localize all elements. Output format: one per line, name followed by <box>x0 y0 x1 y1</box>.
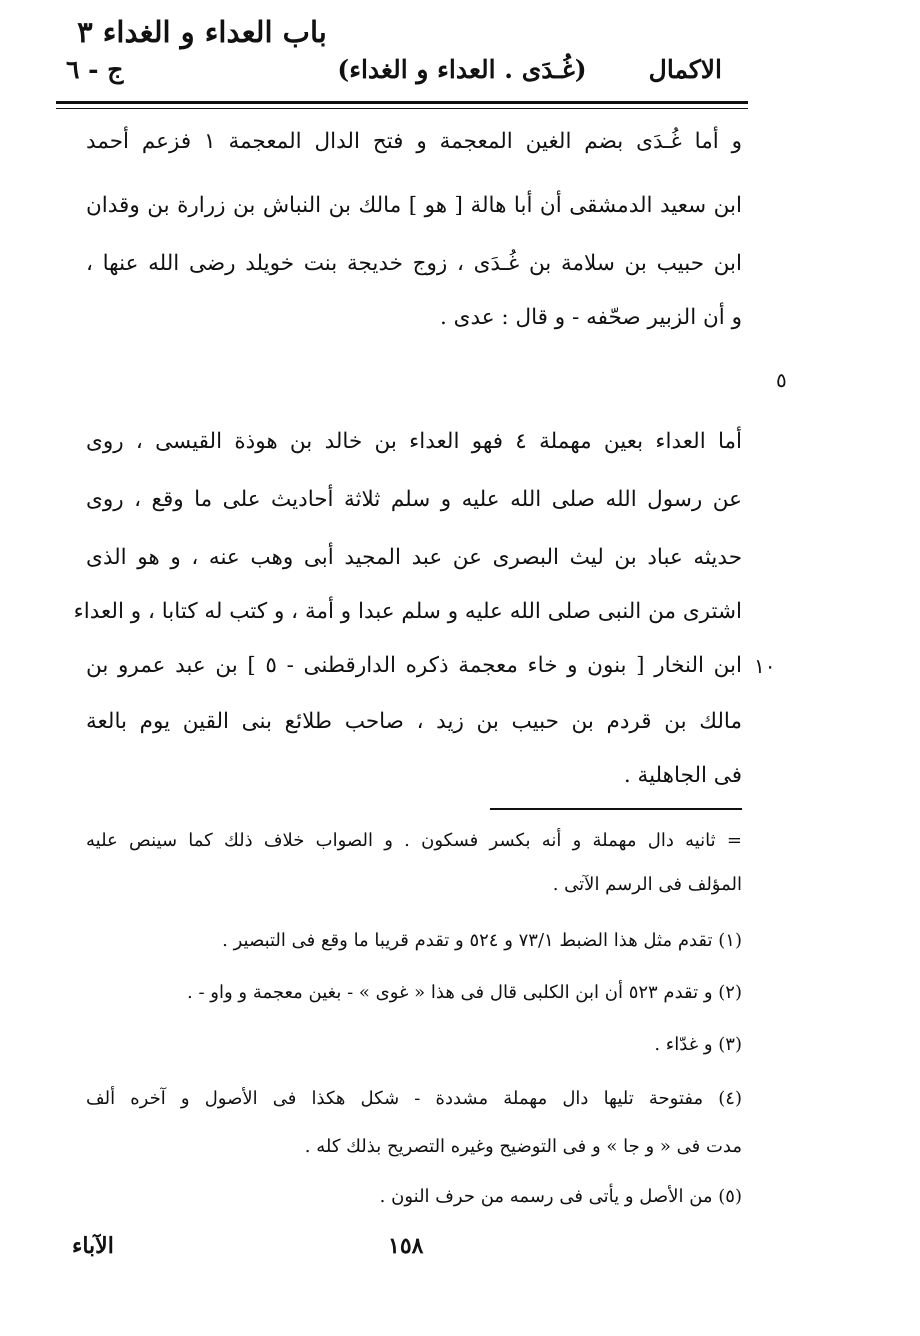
body-line: فى الجاهلية . <box>623 763 742 788</box>
body-line: اشترى من النبى صلى الله عليه و سلم عبدا و أمة ، و كتب له كتابا ، و العداء <box>73 599 742 624</box>
body-line: أما العداء بعين مهملة ٤ فهو العداء بن خالد بن هوذة القيسى ، روى <box>86 429 743 454</box>
footnote-line: (١) تقدم مثل هذا الضبط ٧٣/١ و ٥٢٤ و تقدم قريبا ما وقع فى التبصير . <box>222 930 742 951</box>
body-line: و أما غُـدَى بضم الغين المعجمة و فتح الدال المعجمة ١ فزعم أحمد <box>86 129 742 154</box>
footnote-line: (٢) و تقدم ٥٢٣ أن ابن الكلبى قال فى هذا « غوى » - بغين معجمة و واو - . <box>187 982 742 1003</box>
printer-signature: الآباء <box>72 1233 114 1259</box>
running-header-book-title: الاكمال <box>648 55 722 84</box>
page-number: ١٥٨ <box>388 1233 424 1259</box>
margin-line-number-5: ٥ <box>776 368 787 392</box>
footnote-line: (٤) مفتوحة تليها دال مهملة مشددة - شكل هكذا فى الأصول و آخره ألف <box>86 1088 742 1109</box>
running-header-topic: (غُـدَى . العداء و الغداء) <box>337 55 587 84</box>
footnote-line: = ثانيه دال مهملة و أنه بكسر فسكون . و الصواب خلاف ذلك كما سينص عليه <box>86 830 742 851</box>
footnote-line: مدت فى « و جا » و فى التوضيح وغيره التصريح بذلك كله . <box>304 1136 742 1157</box>
header-rule-thick <box>56 101 748 104</box>
body-line: ابن النخار [ بنون و خاء معجمة ذكره الدارقطنى - ٥ ] بن عبد عمرو بن <box>86 653 742 678</box>
footnote-separator <box>490 808 742 810</box>
header-rule-thin <box>56 108 748 109</box>
body-line: ابن حبيب بن سلامة بن غُـدَى ، زوج خديجة بنت خويلد رضى الله عنها ، <box>86 251 742 276</box>
footnote-line: المؤلف فى الرسم الآتى . <box>552 874 742 895</box>
footnote-line: (٣) و غدّاء . <box>654 1034 742 1055</box>
running-header-volume: ج - ٦ <box>66 55 124 84</box>
body-line: و أن الزبير صحّفه - و قال : عدى . <box>439 305 742 330</box>
margin-line-number-10: ١٠ <box>754 654 776 678</box>
footnote-line: (٥) من الأصل و يأتى فى رسمه من حرف النون . <box>379 1186 742 1207</box>
body-line: مالك بن قردم بن حبيب بن زيد ، صاحب طلائع بنى القين يوم بالعة <box>86 709 742 734</box>
body-line: ابن سعيد الدمشقى أن أبا هالة [ هو ] مالك بن النباش بن زرارة بن وقدان <box>86 193 742 218</box>
section-heading: باب العداء و الغداء ٣ <box>77 15 327 49</box>
body-line: عن رسول الله صلى الله عليه و سلم ثلاثة أحاديث على ما وقع ، روى <box>86 487 742 512</box>
body-line: حديثه عباد بن ليث البصرى عن عبد المجيد أبى وهب عنه ، و هو الذى <box>86 545 742 570</box>
